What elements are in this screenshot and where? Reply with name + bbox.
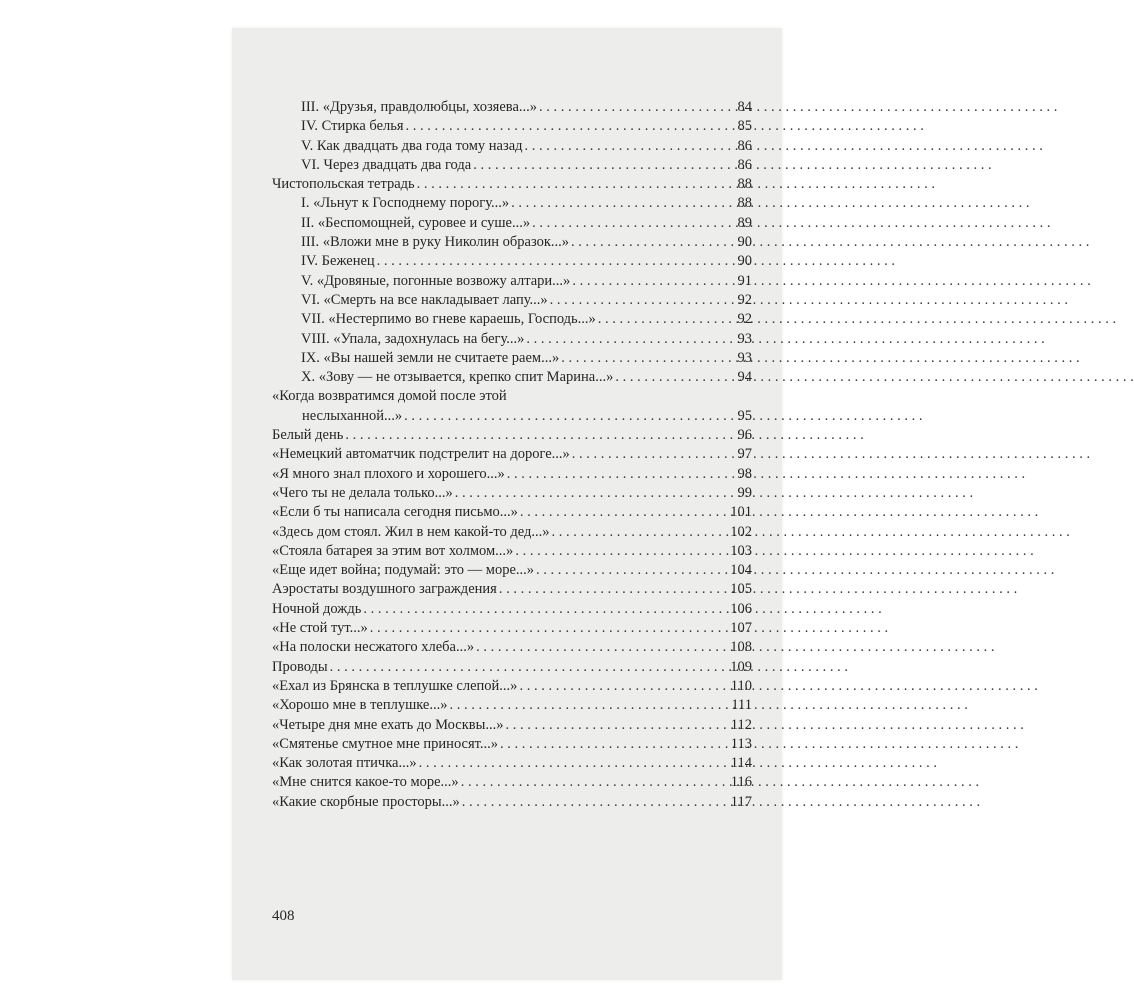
toc-entry-title: «На полоски несжатого хлеба...» <box>272 639 475 656</box>
table-of-contents <box>272 98 752 812</box>
toc-entry <box>272 426 752 445</box>
toc-entry-page: 106 <box>730 600 752 617</box>
toc-entry-page: 105 <box>730 581 752 598</box>
dot-leader <box>402 407 730 426</box>
dot-leader <box>343 426 730 445</box>
toc-entry-page: 113 <box>730 735 752 752</box>
toc-entry-title: VII. «Нестерпимо во гневе караешь, Господь...» <box>301 311 596 328</box>
dot-leader <box>471 156 730 175</box>
toc-entry-title: III. «Вложи мне в руку Николин образок...» <box>301 234 570 251</box>
toc-entry <box>272 658 752 677</box>
toc-entry <box>272 252 752 271</box>
dot-leader <box>497 580 730 599</box>
toc-entry-page: 103 <box>730 542 752 559</box>
toc-entry-title: «Я много знал плохого и хорошего...» <box>272 465 505 482</box>
toc-entry-page: 117 <box>730 793 752 810</box>
toc-entry-title: «Еще идет война; подумай: это — море...» <box>272 562 535 579</box>
toc-entry-page: 110 <box>730 677 752 694</box>
toc-entry <box>272 484 752 503</box>
toc-entry-page: 111 <box>731 697 752 714</box>
dot-leader <box>548 291 730 310</box>
toc-entry <box>272 214 752 233</box>
toc-entry-page: 97 <box>737 446 752 463</box>
dot-leader <box>513 542 730 561</box>
toc-entry-title: V. Как двадцать два года тому назад <box>301 137 523 154</box>
dot-leader <box>453 484 730 503</box>
toc-entry-title: VIII. «Упала, задохнулась на бегу...» <box>301 330 525 347</box>
toc-entry <box>272 465 752 484</box>
dot-leader <box>448 696 731 715</box>
dot-leader <box>474 638 730 657</box>
toc-entry-page: 95 <box>737 407 752 424</box>
dot-leader <box>503 716 730 735</box>
toc-entry-title: Белый день <box>272 427 344 444</box>
page-number: 408 <box>272 908 295 924</box>
toc-entry-title: IV. Стирка белья <box>301 118 404 135</box>
toc-entry-title: «Здесь дом стоял. Жил в нем какой-то дед...» <box>272 523 550 540</box>
toc-entry-title: «Когда возвратимся домой после этой <box>272 388 507 405</box>
toc-entry-title: VI. «Смерть на все накладывает лапу...» <box>301 291 548 308</box>
toc-entry <box>272 117 752 136</box>
toc-entry-page: 112 <box>730 716 752 733</box>
toc-entry-page: 93 <box>737 330 752 347</box>
toc-entry <box>272 156 752 175</box>
toc-entry-page: 92 <box>737 291 752 308</box>
toc-entry-page: 93 <box>737 349 752 366</box>
toc-entry-title: «Мне снится какое-то море...» <box>272 774 459 791</box>
toc-entry-title: II. «Беспомощней, суровее и суше...» <box>301 214 531 231</box>
toc-entry-page: 108 <box>730 639 752 656</box>
toc-entry-title: «Какие скорбные просторы...» <box>272 793 460 810</box>
dot-leader <box>415 175 730 194</box>
toc-entry-page: 92 <box>737 311 752 328</box>
toc-entry-title: III. «Друзья, правдолюбцы, хозяева...» <box>301 99 538 115</box>
toc-entry-page: 91 <box>737 272 752 289</box>
toc-entry <box>272 330 752 349</box>
toc-entry <box>272 600 752 619</box>
toc-entry-title: «Чего ты не делала только...» <box>272 484 453 501</box>
toc-entry-page: 88 <box>737 195 752 212</box>
toc-entry <box>272 561 752 580</box>
dot-leader <box>550 523 731 542</box>
toc-entry-page: 84 <box>737 99 752 115</box>
toc-entry <box>272 580 752 599</box>
toc-entry-page: 116 <box>730 774 752 791</box>
dot-leader <box>518 503 730 522</box>
toc-entry-title: IV. Беженец <box>301 253 375 270</box>
toc-entry-title: «Четыре дня мне ехать до Москвы...» <box>272 716 504 733</box>
dot-leader <box>524 330 730 349</box>
toc-entry-title: VI. Через двадцать два года <box>301 156 472 173</box>
toc-entry-page: 99 <box>737 484 752 501</box>
toc-entry <box>272 793 752 812</box>
toc-entry <box>272 619 752 638</box>
dot-leader <box>559 349 730 368</box>
toc-entry-title: «Стояла батарея за этим вот холмом...» <box>272 542 514 559</box>
toc-entry <box>272 194 752 213</box>
toc-entry-title: IX. «Вы нашей земли не считаете раем...» <box>301 349 560 366</box>
toc-entry-page: 85 <box>737 118 752 135</box>
dot-leader <box>534 561 730 580</box>
toc-entry-title: X. «Зову — не отзывается, крепко спит Марина...» <box>301 369 614 386</box>
toc-entry <box>272 677 752 696</box>
toc-entry <box>272 407 752 426</box>
dot-leader <box>498 735 730 754</box>
toc-entry-title: «Ехал из Брянска в теплушке слепой...» <box>272 677 518 694</box>
toc-entry-page: 114 <box>730 755 752 772</box>
toc-entry <box>272 696 752 715</box>
toc-entry-title: «Если б ты написала сегодня письмо...» <box>272 504 518 521</box>
toc-entry-title: Ночной дождь <box>272 600 362 617</box>
toc-entry <box>272 349 752 368</box>
toc-entry-page: 90 <box>737 253 752 270</box>
dot-leader <box>569 233 730 252</box>
dot-leader <box>460 793 730 812</box>
toc-entry <box>272 233 752 252</box>
toc-entry <box>272 503 752 522</box>
toc-entry <box>272 368 752 387</box>
dot-leader <box>404 117 730 136</box>
toc-entry-title: Проводы <box>272 658 328 675</box>
dot-leader <box>368 619 730 638</box>
toc-entry-page: 96 <box>737 427 752 444</box>
dot-leader <box>459 773 730 792</box>
dot-leader <box>523 137 730 156</box>
toc-entry-page: 86 <box>737 137 752 154</box>
toc-entry-page: 104 <box>730 562 752 579</box>
toc-entry <box>272 175 752 194</box>
toc-entry-page: 98 <box>737 465 752 482</box>
toc-entry-page: 90 <box>737 234 752 251</box>
toc-entry <box>272 445 752 464</box>
toc-entry-title: «Хорошо мне в теплушке...» <box>272 697 448 714</box>
toc-entry-page: 86 <box>737 156 752 173</box>
dot-leader <box>570 445 730 464</box>
toc-entry <box>272 542 752 561</box>
toc-entry-title: V. «Дровяные, погонные возвожу алтари...» <box>301 272 571 289</box>
toc-entry <box>272 523 752 542</box>
toc-entry-title: «Немецкий автоматчик подстрелит на дороге...» <box>272 446 570 463</box>
toc-entry <box>272 137 752 156</box>
toc-entry <box>272 754 752 773</box>
dot-leader <box>596 310 730 329</box>
toc-entry-page: 101 <box>730 504 752 521</box>
toc-entry-page: 109 <box>730 658 752 675</box>
dot-leader <box>537 98 730 117</box>
toc-entry-page: 102 <box>730 523 752 540</box>
dot-leader <box>509 194 730 213</box>
dot-leader <box>570 272 730 291</box>
toc-entry-title: Аэростаты воздушного заграждения <box>272 581 497 598</box>
dot-leader <box>375 252 730 271</box>
toc-entry <box>272 387 752 406</box>
dot-leader <box>417 754 730 773</box>
toc-entry-page: 107 <box>730 620 752 637</box>
dot-leader <box>328 658 730 677</box>
toc-entry-page: 89 <box>737 214 752 231</box>
toc-entry-page: 88 <box>737 176 752 193</box>
dot-leader <box>505 465 730 484</box>
toc-entry-title: I. «Льнут к Господнему порогу...» <box>301 195 510 212</box>
toc-entry <box>272 291 752 310</box>
toc-entry-page: 94 <box>737 369 752 386</box>
toc-entry <box>272 773 752 792</box>
toc-entry-title: Чистопольская тетрадь <box>272 176 415 193</box>
toc-entry-title: «Как золотая птичка...» <box>272 755 417 772</box>
dot-leader <box>361 600 730 619</box>
toc-entry-title: «Не стой тут...» <box>272 620 368 637</box>
toc-entry-title: «Смятенье смутное мне приносят...» <box>272 735 499 752</box>
toc-entry <box>272 638 752 657</box>
toc-entry-title: неслыханной...» <box>302 407 403 424</box>
dot-leader <box>530 214 730 233</box>
toc-entry <box>272 272 752 291</box>
dot-leader <box>517 677 730 696</box>
dot-leader <box>613 368 730 387</box>
toc-entry <box>272 98 752 117</box>
toc-entry <box>272 310 752 329</box>
toc-entry <box>272 716 752 735</box>
toc-entry <box>272 735 752 754</box>
